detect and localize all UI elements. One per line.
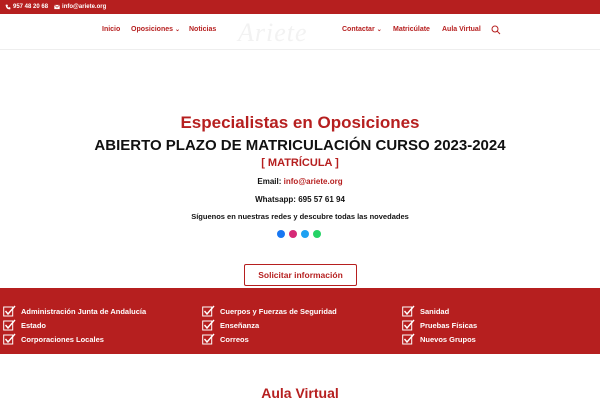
nav-item-inicio[interactable] [102, 26, 120, 33]
checkbox-check-icon [202, 333, 215, 345]
phone-icon [5, 4, 11, 10]
phone-item[interactable] [5, 4, 48, 10]
category-label: Pruebas Físicas [420, 320, 478, 330]
facebook-icon[interactable] [277, 230, 285, 238]
category-column-1 [3, 304, 146, 346]
nav-label: Oposiciones [131, 26, 174, 33]
checkbox-check-icon [3, 333, 16, 345]
category-item[interactable] [402, 318, 477, 332]
phone-number: 957 48 20 68 [13, 4, 49, 10]
contact-email [0, 177, 600, 186]
hero-heading: Especialistas en Oposiciones [180, 113, 420, 132]
category-item[interactable] [3, 318, 146, 332]
category-label: Corporaciones Locales [21, 334, 104, 344]
checkbox-check-icon [402, 333, 415, 345]
hero-subheading: ABIERTO PLAZO DE MATRICULACIÓN CURSO 2023-2024 [94, 137, 506, 154]
category-label: Sanidad [420, 306, 450, 316]
checkbox-check-icon [3, 305, 16, 317]
mail-icon [54, 4, 60, 10]
whatsapp-number: Whatsapp: 695 57 61 94 [255, 195, 345, 204]
category-item[interactable] [402, 304, 477, 318]
category-column-3 [402, 304, 477, 346]
nav-item-noticias[interactable] [189, 26, 216, 33]
category-column-2 [202, 304, 337, 346]
category-label: Administración Junta de Andalucía [21, 306, 147, 316]
category-label: Correos [220, 334, 249, 344]
chevron-down-icon: ⌄ [175, 27, 181, 33]
nav-item-matriculate[interactable] [393, 26, 430, 33]
search-icon[interactable] [491, 25, 501, 35]
nav-label: Matricúlate [393, 26, 430, 33]
twitter-icon[interactable] [301, 230, 309, 238]
category-item[interactable] [402, 332, 477, 346]
nav-label: Inicio [102, 26, 121, 33]
email-item[interactable] [54, 4, 106, 10]
social-links [277, 230, 321, 238]
main-nav [0, 14, 600, 50]
email-address: info@ariete.org [62, 4, 107, 10]
chevron-down-icon: ⌄ [376, 27, 382, 33]
section-title-aula-virtual: Aula Virtual [261, 385, 339, 400]
email-link[interactable]: info@ariete.org [283, 177, 343, 186]
email-label: Email: [257, 177, 282, 186]
nav-item-aula-virtual[interactable] [442, 26, 481, 33]
nav-label: Noticias [189, 26, 217, 33]
nav-item-oposiciones[interactable] [131, 26, 180, 33]
instagram-icon[interactable] [289, 230, 297, 238]
nav-label: Contactar [342, 26, 375, 33]
checkbox-check-icon [202, 319, 215, 331]
nav-label: Aula Virtual [442, 26, 481, 33]
category-item[interactable] [3, 304, 146, 318]
follow-text: Síguenos en nuestras redes y descubre todas las novedades [191, 212, 409, 221]
top-bar [0, 0, 600, 14]
category-label: Cuerpos y Fuerzas de Seguridad [220, 306, 337, 316]
category-item[interactable] [202, 304, 337, 318]
checkbox-check-icon [202, 305, 215, 317]
checkbox-check-icon [3, 319, 16, 331]
category-label: Nuevos Grupos [420, 334, 476, 344]
request-info-button[interactable]: Solicitar información [244, 264, 357, 286]
category-item[interactable] [3, 332, 146, 346]
category-label: Enseñanza [220, 320, 260, 330]
nav-item-contactar[interactable] [342, 26, 382, 33]
checkbox-check-icon [402, 319, 415, 331]
category-item[interactable] [202, 332, 337, 346]
category-item[interactable] [202, 318, 337, 332]
category-label: Estado [21, 320, 47, 330]
whatsapp-icon[interactable] [313, 230, 321, 238]
logo-watermark[interactable]: Ariete [238, 18, 308, 47]
matricula-link[interactable]: [ MATRÍCULA ] [261, 157, 339, 169]
checkbox-check-icon [402, 305, 415, 317]
